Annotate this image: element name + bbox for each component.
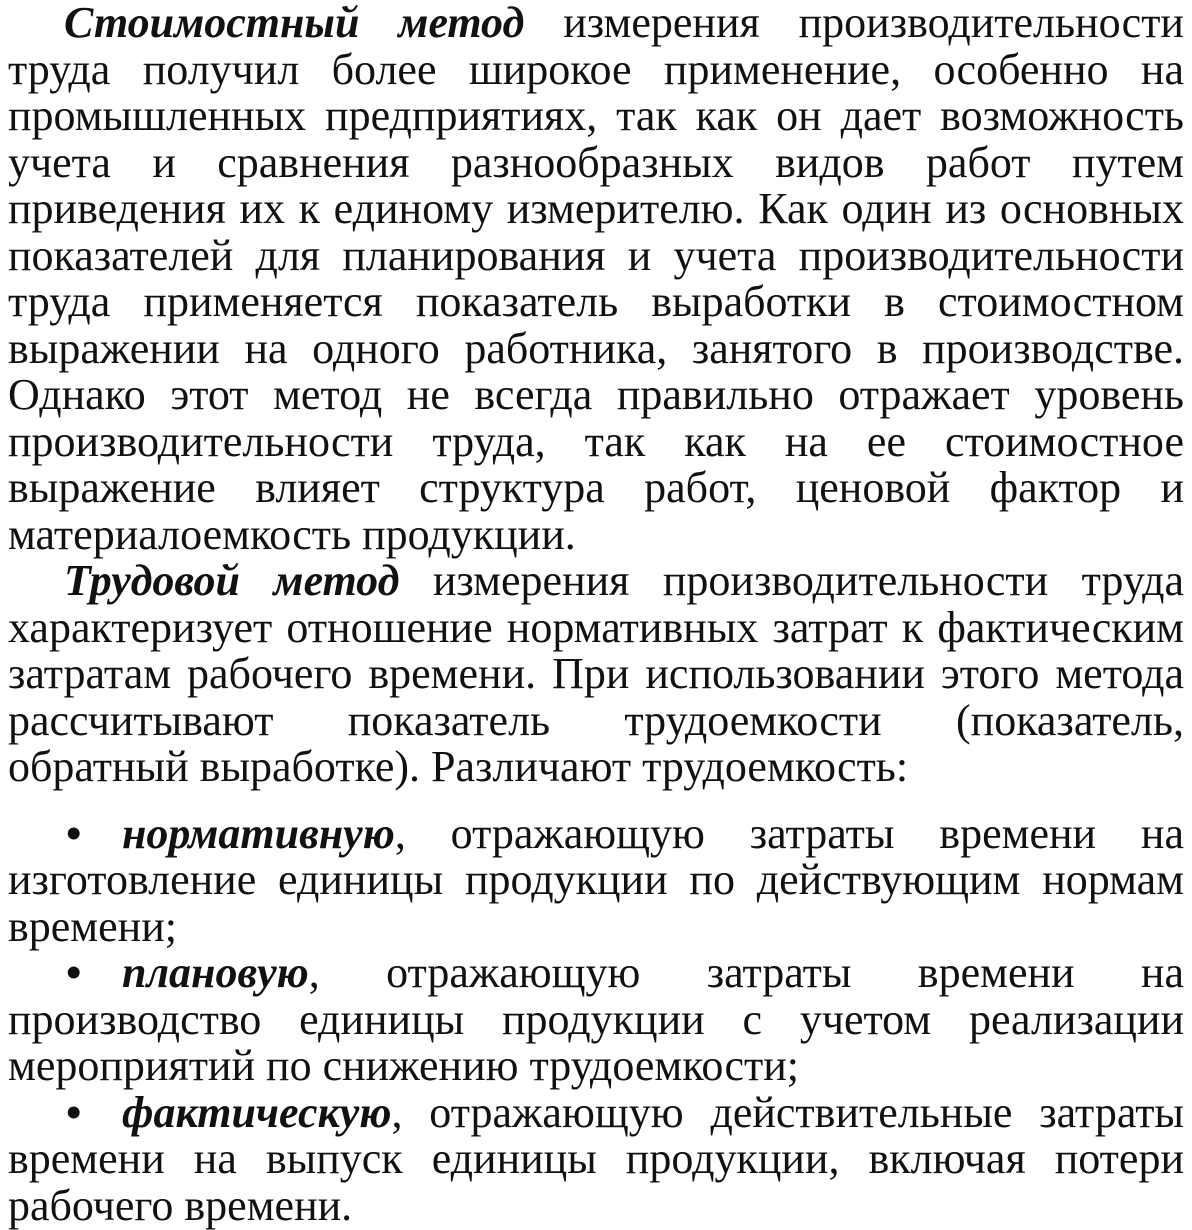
paragraph-labor-method bbox=[8, 558, 1184, 791]
term-normative: нормативную bbox=[122, 808, 395, 858]
bullet-icon: • bbox=[66, 1087, 82, 1137]
paragraph-text: измерения производительности труда характеризует отношение нормативных затрат к фактическим затратам рабочего времени. При использовании этого метода рассчитывают показатель трудоемкости (показатель, обратный выработке). Различают трудоемкость: bbox=[8, 556, 1184, 791]
term-labor-method: Трудовой метод bbox=[64, 556, 400, 605]
spacer bbox=[8, 791, 1184, 811]
list-item-text: , отражающую затраты времени на производство единицы продукции с учетом реализации мероприятий по снижению трудоемкости; bbox=[8, 948, 1184, 1090]
term-actual: фактическую bbox=[122, 1087, 392, 1137]
bullet-list bbox=[8, 808, 1184, 1230]
list-item bbox=[8, 808, 1184, 951]
term-cost-method: Стоимостный метод bbox=[64, 0, 525, 47]
bullet-icon: • bbox=[66, 808, 82, 858]
term-planned: плановую bbox=[122, 948, 309, 997]
list-item-text: , отражающую действительные затраты времени на выпуск единицы продукции, включая потери рабочего времени. bbox=[8, 1087, 1184, 1230]
text-block bbox=[8, 0, 1184, 791]
paragraph-text: измерения производительности труда получил более широкое применение, особенно на промышленных предприятиях, так как он дает возможность учета и сравнения разнообразных видов работ путем приведения их к единому измерителю. Как один из основных показателей для планирования и учета производительности труда применяется показатель выработки в стоимостном выражении на одного работника, занятого в производстве. Однако этот метод не всегда правильно отражает уровень производительности труда, так как на ее стоимостное выражение влияет структура работ, ценовой фактор и материалоемкость продукции. bbox=[8, 0, 1184, 559]
bullet-icon: • bbox=[66, 948, 82, 997]
list-item-text: , отражающую затраты времени на изготовление единицы продукции по действующим нормам времени; bbox=[8, 808, 1184, 951]
document-page bbox=[8, 0, 1184, 1229]
paragraph-cost-method bbox=[8, 0, 1184, 558]
list-item bbox=[8, 1087, 1184, 1230]
list-item bbox=[8, 950, 1184, 1090]
